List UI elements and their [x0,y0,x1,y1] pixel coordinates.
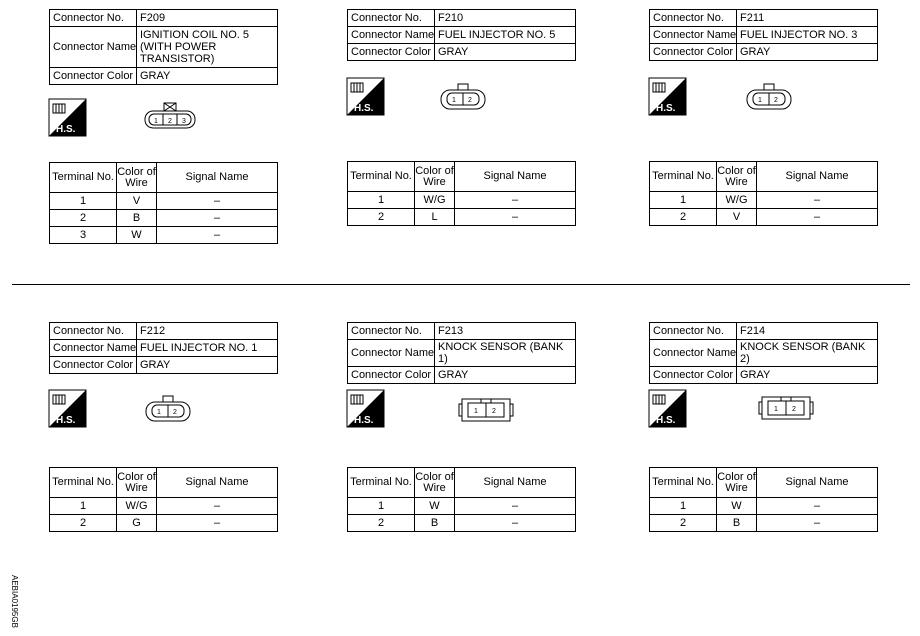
connector-name-value: FUEL INJECTOR NO. 3 [737,27,878,44]
color-of-wire-header: Color of Wire [717,468,757,498]
terminal-no-header: Terminal No. [650,468,717,498]
terminal-no-header: Terminal No. [50,163,117,193]
connector-color-label: Connector Color [650,44,737,61]
connector-block-f214 [649,322,878,384]
connector-name-label: Connector Name [650,340,737,367]
connector-color-value: GRAY [137,357,278,374]
connector-color-label: Connector Color [348,367,435,384]
connector-info-table [49,9,278,85]
table-row [348,209,576,226]
signal-name-header: Signal Name [757,468,878,498]
connector-name-label: Connector Name [348,27,435,44]
terminal-no: 3 [50,227,117,244]
signal-name: – [455,209,576,226]
terminal-no: 1 [650,192,717,209]
connector-face-icon [438,83,488,111]
table-row [348,515,576,532]
signal-name: – [757,515,878,532]
pin-label: 2 [168,118,172,125]
connector-info-table [347,9,576,61]
connector-block-f213 [347,322,576,384]
terminal-no: 2 [650,209,717,226]
terminal-table [649,161,878,226]
wire-color: V [717,209,757,226]
connector-face-icon [140,102,200,132]
signal-name-header: Signal Name [757,162,878,192]
terminal-no: 2 [50,515,117,532]
connector-name-label: Connector Name [50,340,137,357]
connector-name-value: KNOCK SENSOR (BANK 1) [435,340,576,367]
table-row [50,210,278,227]
wire-color: W [717,498,757,515]
color-of-wire-header: Color of Wire [717,162,757,192]
terminal-no: 2 [50,210,117,227]
table-row [50,515,278,532]
signal-name: – [757,498,878,515]
connector-info-table [649,9,878,61]
connector-name-label: Connector Name [650,27,737,44]
connector-no-value: F214 [737,323,878,340]
harness-side-icon [347,390,384,427]
signal-name: – [757,209,878,226]
section-divider [12,284,910,285]
signal-name: – [157,227,278,244]
signal-name: – [157,210,278,227]
diagram-code-text: AEBIA0195GB [10,575,19,628]
connector-color-value: GRAY [137,68,278,85]
wire-color: W/G [717,192,757,209]
connector-block-f212 [49,322,278,374]
wire-color: B [717,515,757,532]
connector-color-label: Connector Color [50,68,137,85]
hs-label: H.S. [56,415,76,426]
table-row [650,209,878,226]
color-of-wire-header: Color of Wire [117,163,157,193]
connector-block-f209 [49,9,278,85]
connector-color-value: GRAY [435,44,576,61]
connector-name-label: Connector Name [348,340,435,367]
terminal-no: 1 [348,498,415,515]
wire-color: W/G [117,498,157,515]
hs-label: H.S. [656,415,676,426]
terminal-no: 1 [348,192,415,209]
wire-color: V [117,193,157,210]
connector-name-value: FUEL INJECTOR NO. 5 [435,27,576,44]
hs-label: H.S. [354,415,374,426]
harness-side-icon [347,78,384,115]
signal-name: – [455,515,576,532]
hs-label: H.S. [354,103,374,114]
wire-color: B [117,210,157,227]
signal-name-header: Signal Name [157,468,278,498]
connector-name-label: Connector Name [50,27,137,68]
connector-info-table [49,322,278,374]
pin-label: 1 [154,118,158,125]
harness-side-icon [49,99,86,136]
pin-label: 2 [173,409,177,416]
connector-color-label: Connector Color [50,357,137,374]
terminal-table [49,162,278,244]
terminal-no: 1 [650,498,717,515]
connector-no-value: F209 [137,10,278,27]
terminal-no: 2 [650,515,717,532]
pin-label: 1 [474,408,478,415]
connector-no-value: F213 [435,323,576,340]
connector-face-icon [758,393,814,423]
terminal-no: 2 [348,209,415,226]
table-row [50,227,278,244]
hs-label: H.S. [656,103,676,114]
connector-name-value: KNOCK SENSOR (BANK 2) [737,340,878,367]
color-of-wire-header: Color of Wire [117,468,157,498]
table-row [650,515,878,532]
connector-color-value: GRAY [435,367,576,384]
pin-label: 3 [182,118,186,125]
terminal-no-header: Terminal No. [348,468,415,498]
table-row [50,193,278,210]
terminal-table [347,467,576,532]
hs-label: H.S. [56,124,76,135]
connector-name-value: IGNITION COIL NO. 5 (WITH POWER TRANSISTOR) [137,27,278,68]
wire-color: W/G [415,192,455,209]
pin-label: 1 [452,97,456,104]
wire-color: G [117,515,157,532]
table-row [348,498,576,515]
terminal-table [49,467,278,532]
terminal-no-header: Terminal No. [650,162,717,192]
wire-color: L [415,209,455,226]
connector-no-label: Connector No. [50,10,137,27]
pin-label: 1 [758,97,762,104]
signal-name-header: Signal Name [455,468,576,498]
connector-no-value: F212 [137,323,278,340]
harness-side-icon [649,390,686,427]
table-row [650,192,878,209]
pin-label: 2 [492,408,496,415]
connector-color-label: Connector Color [348,44,435,61]
connector-info-table [347,322,576,384]
pin-label: 1 [157,409,161,416]
terminal-no-header: Terminal No. [50,468,117,498]
signal-name: – [455,498,576,515]
terminal-table [649,467,878,532]
wire-color: W [415,498,455,515]
pin-label: 2 [468,97,472,104]
connector-no-label: Connector No. [650,323,737,340]
terminal-table [347,161,576,226]
connector-color-label: Connector Color [650,367,737,384]
connector-no-label: Connector No. [348,323,435,340]
signal-name: – [455,192,576,209]
connector-face-icon [143,395,193,423]
connector-info-table [649,322,878,384]
terminal-no: 1 [50,498,117,515]
harness-side-icon [649,78,686,115]
connector-block-f210 [347,9,576,61]
wire-color: W [117,227,157,244]
connector-name-value: FUEL INJECTOR NO. 1 [137,340,278,357]
table-row [650,498,878,515]
connector-block-f211 [649,9,878,61]
table-row [50,498,278,515]
terminal-no-header: Terminal No. [348,162,415,192]
wire-color: B [415,515,455,532]
signal-name: – [157,193,278,210]
table-row [348,192,576,209]
connector-no-value: F210 [435,10,576,27]
pin-label: 1 [774,406,778,413]
color-of-wire-header: Color of Wire [415,468,455,498]
connector-color-value: GRAY [737,44,878,61]
signal-name: – [157,515,278,532]
diagram-code [3,574,19,632]
connector-no-value: F211 [737,10,878,27]
connector-no-label: Connector No. [650,10,737,27]
connector-no-label: Connector No. [348,10,435,27]
connector-color-value: GRAY [737,367,878,384]
color-of-wire-header: Color of Wire [415,162,455,192]
signal-name: – [157,498,278,515]
signal-name-header: Signal Name [455,162,576,192]
connector-no-label: Connector No. [50,323,137,340]
signal-name-header: Signal Name [157,163,278,193]
signal-name: – [757,192,878,209]
pin-label: 2 [792,406,796,413]
terminal-no: 1 [50,193,117,210]
connector-face-icon [744,83,794,111]
connector-face-icon [458,395,514,425]
harness-side-icon [49,390,86,427]
pin-label: 2 [774,97,778,104]
terminal-no: 2 [348,515,415,532]
